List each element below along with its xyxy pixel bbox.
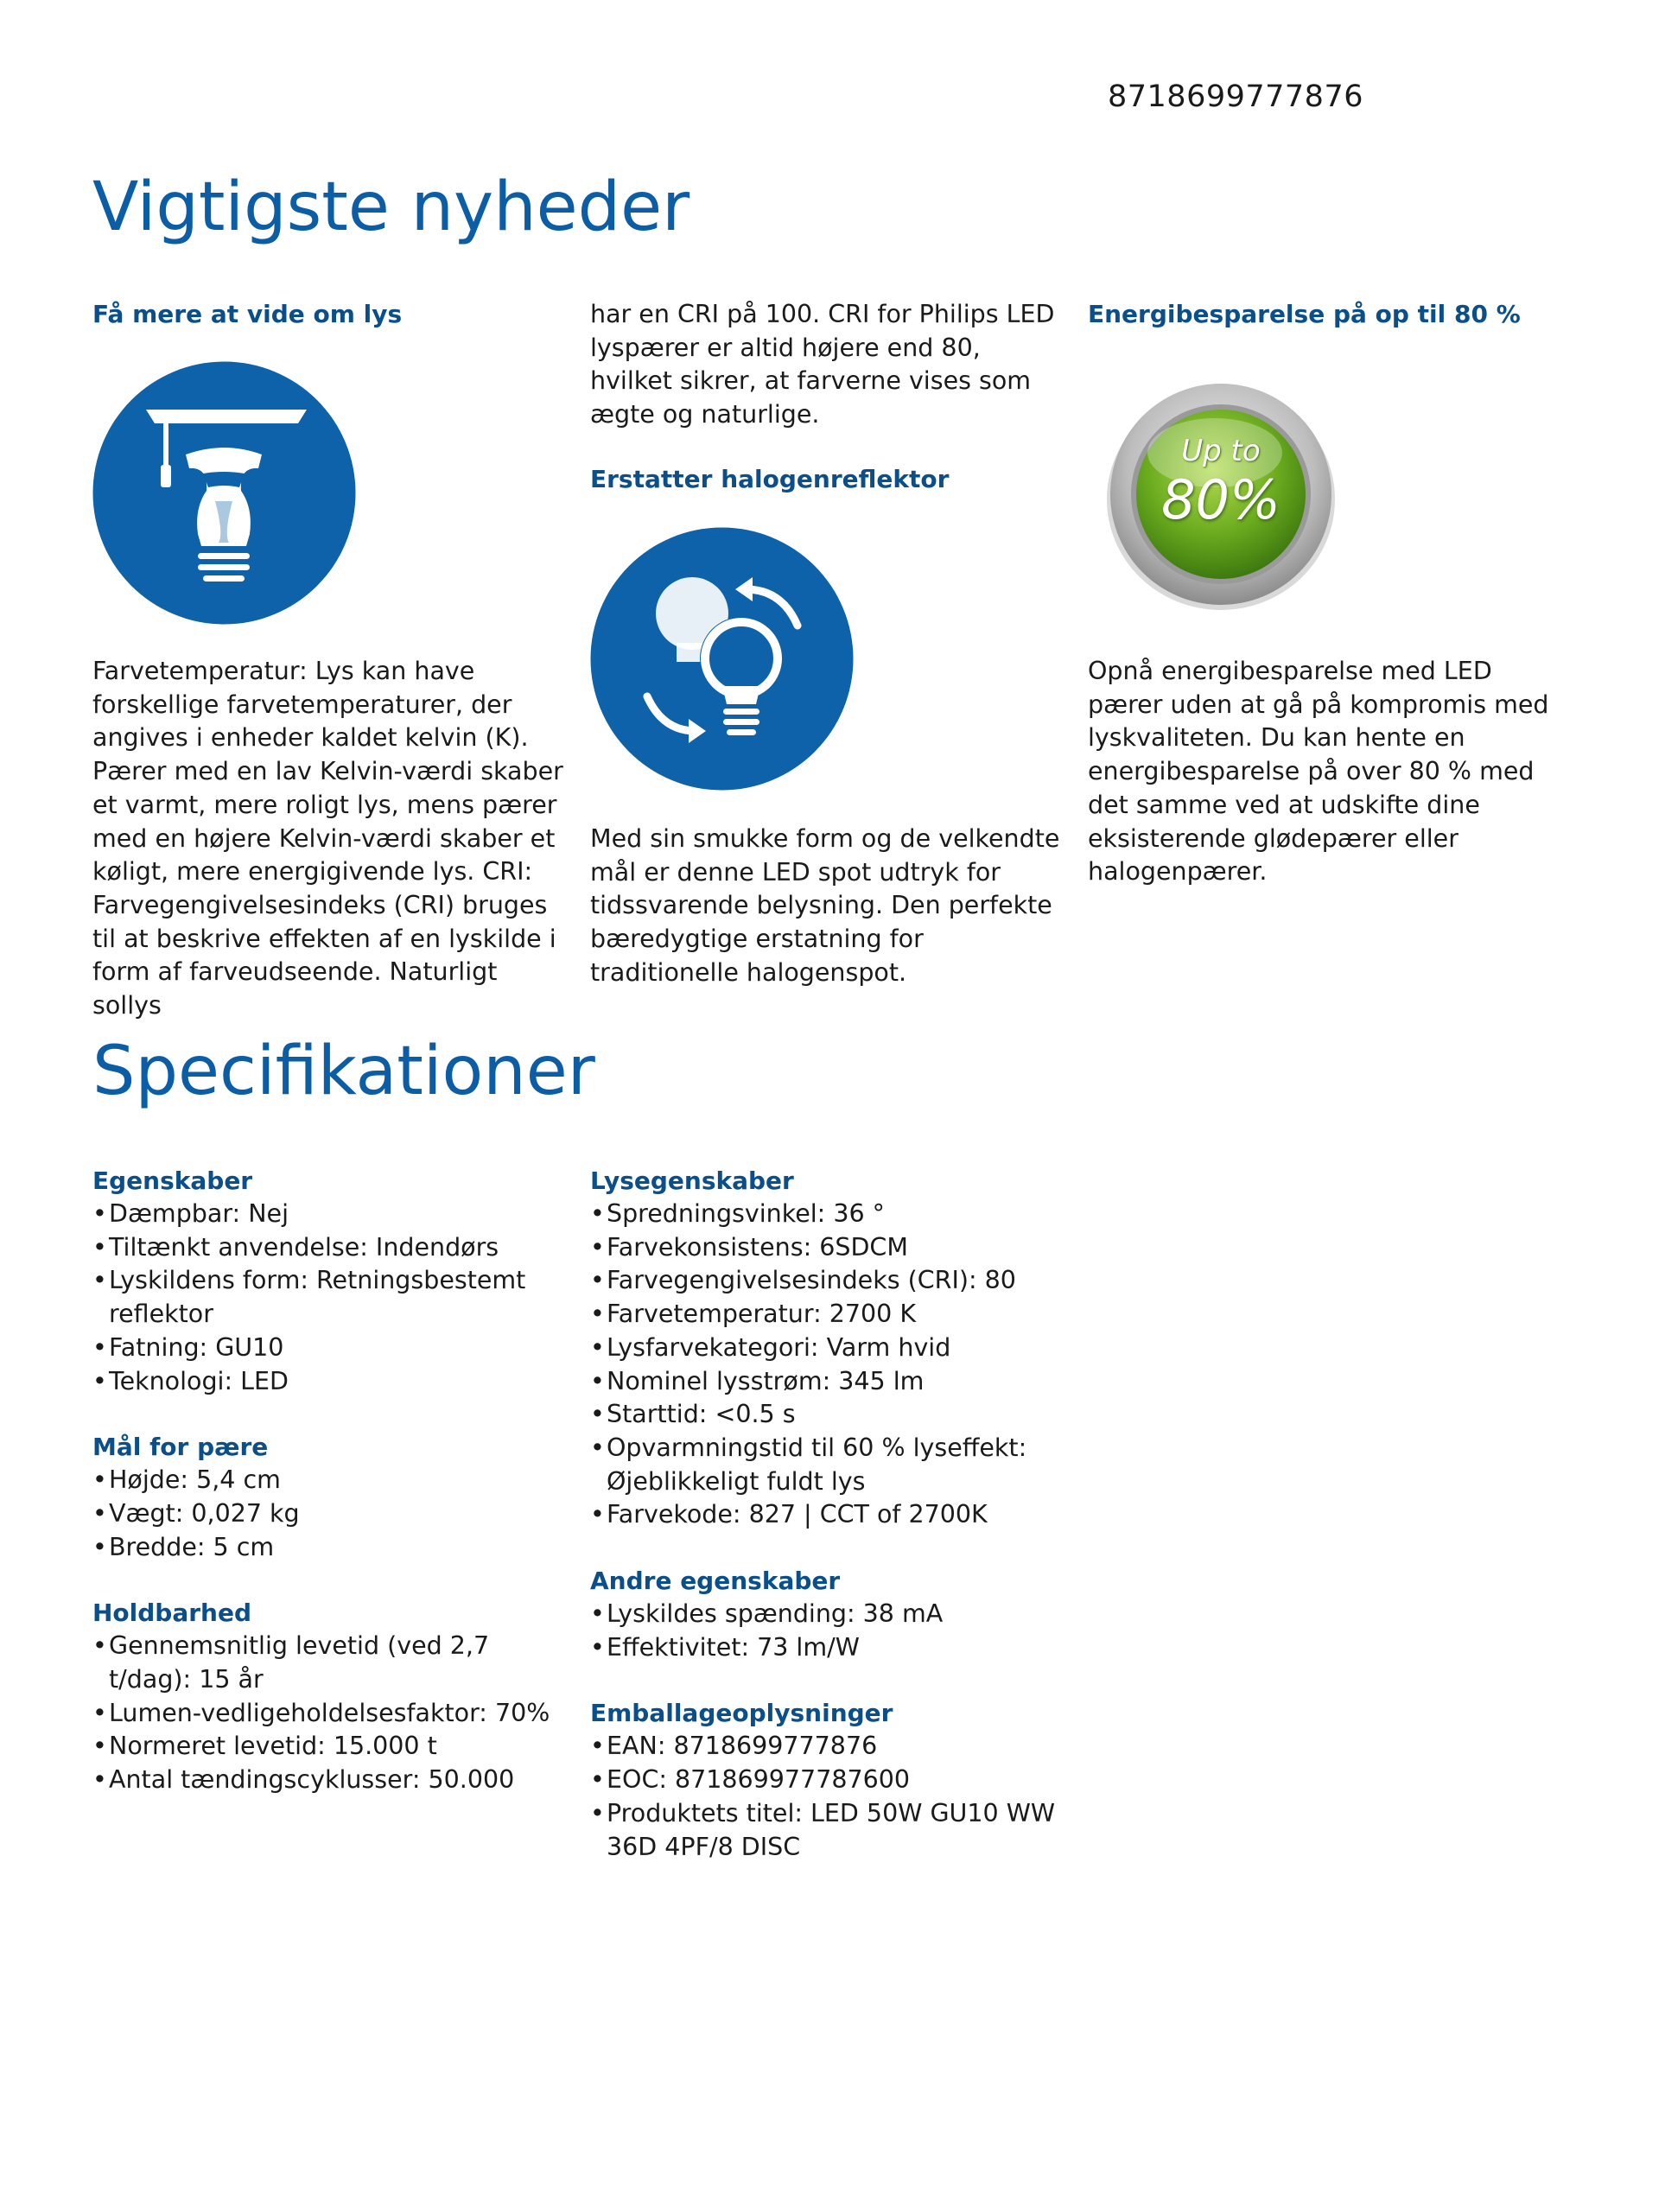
badge-line-2: 80% bbox=[1161, 468, 1281, 531]
badge-line-1: Up to bbox=[1181, 434, 1261, 468]
spec-item: • Lyskildes spænding: 38 mA bbox=[590, 1598, 1070, 1631]
specs-right-column bbox=[590, 1165, 1070, 1897]
spec-heading: Lysegenskaber bbox=[590, 1166, 794, 1195]
spec-group-holdbarhed bbox=[92, 1597, 576, 1797]
spec-item: • Teknologi: LED bbox=[92, 1365, 576, 1399]
spec-group-lysegenskaber bbox=[590, 1165, 1070, 1532]
highlight-column-2-body bbox=[590, 823, 1061, 990]
highlight-text: Farvetemperatur: Lys kan have forskellige farvetemperaturer, der angives i enheder kaldet kelvin (K). Pærer med en lav Kelvin-værdi skaber et varmt, mere roligt lys, mens pærer med en højere Kelvin-værdi skaber et køligt, mere energigivende lys. CRI: Farvegengivelsesindeks (CRI) bruges til at beskrive effekten af en lyskilde i form af farveudseende. Naturligt sollys bbox=[92, 657, 563, 1020]
highlight-column-2 bbox=[590, 298, 1061, 496]
specs-title: Specifikationer bbox=[92, 1033, 595, 1110]
spec-heading: Egenskaber bbox=[92, 1166, 253, 1195]
spec-item: • Produktets titel: LED 50W GU10 WW 36D 4PF/8 DISC bbox=[590, 1797, 1070, 1864]
energy-saving-badge-icon bbox=[1104, 373, 1338, 615]
spec-item: • Tiltænkt anvendelse: Indendørs bbox=[92, 1231, 576, 1265]
spec-item: • Farvekonsistens: 6SDCM bbox=[590, 1231, 1070, 1265]
spec-heading: Holdbarhed bbox=[92, 1599, 252, 1628]
spec-heading: Andre egenskaber bbox=[590, 1567, 841, 1596]
graduation-bulb-icon bbox=[92, 361, 356, 625]
spec-heading: Emballageoplysninger bbox=[590, 1699, 893, 1728]
spec-item: • Spredningsvinkel: 36 ° bbox=[590, 1198, 1070, 1231]
spec-item: • Vægt: 0,027 kg bbox=[92, 1497, 576, 1531]
spec-item: • Farvetemperatur: 2700 K bbox=[590, 1298, 1070, 1332]
spec-item: • Starttid: <0.5 s bbox=[590, 1398, 1070, 1432]
highlights-title: Vigtigste nyheder bbox=[92, 168, 690, 246]
spec-item: • Bredde: 5 cm bbox=[92, 1531, 576, 1565]
spec-group-egenskaber bbox=[92, 1165, 576, 1398]
spec-item: • Farvegengivelsesindeks (CRI): 80 bbox=[590, 1264, 1070, 1298]
spec-group-emballage bbox=[590, 1697, 1070, 1864]
spec-item: • Normeret levetid: 15.000 t bbox=[92, 1730, 576, 1764]
product-code: 8718699777876 bbox=[1108, 79, 1363, 114]
spec-item: • Højde: 5,4 cm bbox=[92, 1464, 576, 1497]
spec-item: • Gennemsnitlig levetid (ved 2,7 t/dag): 15 år bbox=[92, 1630, 576, 1696]
spec-item: • Antal tændingscyklusser: 50.000 bbox=[92, 1764, 576, 1797]
spec-item: • Opvarmningstid til 60 % lyseffekt: Øjeblikkeligt fuldt lys bbox=[590, 1432, 1070, 1498]
spec-item: • Nominel lysstrøm: 345 lm bbox=[590, 1365, 1070, 1399]
highlight-text: Med sin smukke form og de velkendte mål er denne LED spot udtryk for tidssvarende belysning. Den perfekte bæredygtige erstatning for traditionelle halogenspot. bbox=[590, 824, 1060, 987]
spec-item: • Dæmpbar: Nej bbox=[92, 1198, 576, 1231]
highlight-column-3-body bbox=[1088, 655, 1559, 889]
highlight-column-1-body bbox=[92, 655, 563, 1023]
spec-item: • Lyskildens form: Retningsbestemt reflektor bbox=[92, 1264, 576, 1331]
highlight-heading: Energibesparelse på op til 80 % bbox=[1088, 300, 1521, 328]
bulb-replace-icon bbox=[590, 527, 854, 791]
highlight-heading: Erstatter halogenreflektor bbox=[590, 464, 950, 493]
highlight-column-3 bbox=[1088, 298, 1559, 331]
highlight-column-1 bbox=[92, 298, 563, 331]
spec-item: • Lysfarvekategori: Varm hvid bbox=[590, 1332, 1070, 1365]
spec-item: • Fatning: GU10 bbox=[92, 1332, 576, 1365]
highlight-text: Opnå energibesparelse med LED pærer uden at gå på kompromis med lyskvaliteten. Du kan hente en energibesparelse på over 80 % med det samme ved at udskifte dine eksisterende glødepærer eller halogenpærer. bbox=[1088, 657, 1549, 887]
spec-item: • Effektivitet: 73 lm/W bbox=[590, 1631, 1070, 1665]
spec-item: • Lumen-vedligeholdelsesfaktor: 70% bbox=[92, 1697, 576, 1731]
spec-heading: Mål for pære bbox=[92, 1433, 269, 1462]
highlight-heading: Få mere at vide om lys bbox=[92, 300, 403, 328]
highlight-continued-text: har en CRI på 100. CRI for Philips LED lyspærer er altid højere end 80, hvilket sikrer, at farverne vises som ægte og naturlige. bbox=[590, 300, 1055, 429]
spec-group-andre bbox=[590, 1565, 1070, 1664]
spec-item: • EOC: 871869977787600 bbox=[590, 1764, 1070, 1797]
specs-left-column bbox=[92, 1165, 576, 1830]
spec-item: • Farvekode: 827 | CCT of 2700K bbox=[590, 1498, 1070, 1532]
spec-item: • EAN: 8718699777876 bbox=[590, 1730, 1070, 1764]
spec-group-maal bbox=[92, 1431, 576, 1564]
